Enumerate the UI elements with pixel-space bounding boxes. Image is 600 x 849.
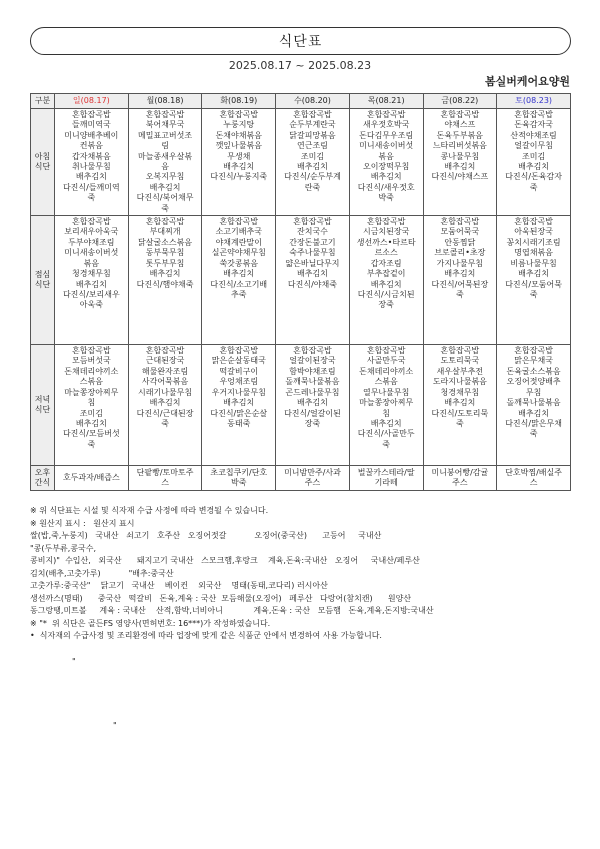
meal-label-line: 점심 bbox=[34, 269, 51, 279]
menu-item: 다진식/새우젓호 bbox=[357, 182, 415, 192]
menu-item: 다진식/보리새우 bbox=[62, 289, 120, 299]
menu-item: 혼합잡곡밥 bbox=[366, 346, 406, 356]
menu-item: 돈육감자국 bbox=[514, 120, 553, 130]
menu-item: 도토리묵국 bbox=[440, 356, 480, 366]
menu-item: 침 bbox=[382, 408, 391, 418]
meal-label-line: 식단 bbox=[34, 405, 51, 415]
menu-item: 순두부계란국 bbox=[289, 120, 336, 130]
menu-item: 맑은무채국 bbox=[514, 356, 553, 366]
menu-item: 북어채무국 bbox=[145, 120, 185, 130]
menu-item: 조미김 bbox=[300, 151, 325, 161]
menu-item: 배추김치 bbox=[149, 398, 181, 408]
menu-item: 다진식/시금치된 bbox=[357, 289, 415, 299]
menu-item: 명엽채볶음 bbox=[514, 248, 553, 258]
menu-cell bbox=[55, 345, 129, 466]
menu-item: 배추김치 bbox=[75, 172, 107, 182]
menu-cell bbox=[128, 345, 202, 466]
meal-label-line: 아침 bbox=[34, 151, 51, 161]
menu-item: 혼합잡곡밥 bbox=[219, 346, 259, 356]
menu-item: 박죽 bbox=[231, 478, 247, 488]
meal-row bbox=[31, 216, 571, 345]
menu-item: 돈다김무우조림 bbox=[359, 130, 414, 140]
menu-item: 장죽 bbox=[304, 418, 321, 428]
menu-item: 혼합잡곡밥 bbox=[72, 346, 111, 356]
menu-item: 청경채무침 bbox=[72, 269, 111, 279]
menu-item: 야채스프 bbox=[444, 120, 476, 130]
menu-item: 가지나물무침 bbox=[436, 258, 484, 268]
menu-item: 혼합잡곡밥 bbox=[366, 110, 406, 119]
note-line: 생선까스(명태) 중국산 떡갈비 돈육,계육 : 국산 모듬해물(오징어) 페루산 다랑어(참치캔) 원양산 bbox=[30, 593, 412, 603]
menu-item: 르소스 bbox=[374, 248, 398, 258]
menu-item: 부대찌개 bbox=[149, 227, 181, 237]
note-line: ※ 원산지 표시 : 원산지 표시 bbox=[30, 518, 135, 528]
menu-item: 장죽 bbox=[378, 300, 394, 310]
menu-item: 음 bbox=[161, 162, 169, 172]
menu-item: 혼합잡곡밥 bbox=[366, 217, 406, 227]
stray-mark: " bbox=[72, 657, 76, 666]
menu-item: 돌깨묵나물볶음 bbox=[285, 377, 340, 387]
date-range: 2025.08.17 ~ 2025.08.23 bbox=[228, 59, 372, 72]
menu-item: 스볶음 bbox=[79, 377, 103, 387]
menu-item: 연근조림 bbox=[297, 141, 328, 151]
meal-label-line: 저녁 bbox=[34, 394, 51, 404]
menu-item: 돈육굴소스볶음 bbox=[506, 366, 561, 376]
menu-item: 숙주나물무침 bbox=[289, 248, 336, 258]
menu-item: 혼합잡곡밥 bbox=[514, 346, 553, 356]
menu-item: 깻잎나물볶음 bbox=[215, 141, 262, 151]
menu-item: 사골만두국 bbox=[366, 356, 406, 366]
menu-item: 호두과자/배즙스 bbox=[62, 472, 120, 482]
meal-label bbox=[31, 216, 55, 345]
menu-item: 혼합잡곡밥 bbox=[440, 346, 480, 356]
menu-item: 죽 bbox=[456, 289, 464, 299]
menu-item: 새우젓호박국 bbox=[362, 120, 410, 130]
menu-item: 배추김치 bbox=[518, 162, 550, 172]
menu-item: 배추김치 bbox=[223, 162, 255, 172]
menu-item: 죽 bbox=[529, 289, 538, 299]
menu-item: 혼합잡곡밥 bbox=[219, 217, 259, 227]
menu-item: 얼갈이된장국 bbox=[289, 356, 336, 366]
menu-item: 배추김치 bbox=[75, 279, 107, 289]
menu-item: 혼합잡곡밥 bbox=[145, 110, 185, 119]
menu-cell bbox=[349, 109, 423, 216]
menu-item: 미니붕어빵/감귤 bbox=[431, 467, 489, 477]
menu-cell bbox=[423, 466, 497, 491]
menu-cell bbox=[349, 466, 423, 491]
meal-row bbox=[31, 345, 571, 466]
menu-item: 혼합잡곡밥 bbox=[514, 110, 553, 119]
note-line: "콩(두부류,콩국수, bbox=[30, 543, 96, 553]
menu-cell bbox=[497, 466, 571, 491]
menu-item: 초코칩쿠키/단호 bbox=[210, 467, 268, 477]
menu-item: 다진식/사골만두 bbox=[357, 429, 415, 439]
menu-item: 다진식/들깨미역 bbox=[62, 182, 120, 192]
menu-item: 기라떼 bbox=[374, 478, 398, 488]
menu-item: 다진식/모듬버섯 bbox=[62, 429, 120, 439]
note-line: 콩비지)" 수입산, 외국산 돼지고기 국내산 스모크햄,후랑크 계육,돈육:국내산 오징어 국내산/페루산 bbox=[30, 556, 420, 565]
menu-item: 다진식/소고기배 bbox=[210, 279, 268, 289]
menu-cell bbox=[423, 345, 497, 466]
menu-item: 볶음 bbox=[83, 258, 100, 268]
menu-item: 닭살굴소스볶음 bbox=[138, 237, 193, 247]
menu-item: 돈채야채볶음 bbox=[215, 130, 262, 140]
day-header: 수(08.20) bbox=[276, 94, 350, 109]
menu-item: 란죽 bbox=[304, 182, 321, 192]
menu-item: 배추김치 bbox=[444, 398, 476, 408]
menu-item: 얇은바닐다무지 bbox=[285, 258, 340, 268]
menu-item: 혼합잡곡밥 bbox=[293, 346, 332, 356]
note-line: 동그랑땡,미트볼 계육 : 국내산 산적,함박,너비아니 계육,돈육 : 국산 모듬햄 돈육,계육,돈지방:국내산 bbox=[30, 606, 434, 615]
menu-item: 죽 bbox=[87, 439, 96, 449]
menu-item: 오복지무침 bbox=[145, 172, 185, 182]
menu-cell bbox=[276, 216, 350, 345]
note-line: 김치(배추,고춧가루) "배추:중국산 bbox=[30, 568, 174, 578]
menu-cell bbox=[202, 109, 276, 216]
menu-item: 마늘쫑장아찌무 bbox=[64, 387, 119, 397]
menu-item: 새우살부추전 bbox=[436, 366, 484, 376]
facility-name: 봄실버케어요양원 bbox=[484, 75, 570, 88]
menu-item: 스볶음 bbox=[374, 377, 398, 387]
menu-cell bbox=[423, 216, 497, 345]
menu-item: 주스 bbox=[452, 478, 468, 488]
menu-item: 돈육두부볶음 bbox=[436, 130, 484, 140]
menu-item: 함박야채조림 bbox=[289, 366, 336, 376]
meal-label bbox=[31, 109, 55, 216]
menu-item: 느타리버섯볶음 bbox=[432, 141, 487, 151]
menu-item: 동태죽 bbox=[227, 418, 251, 428]
menu-item: 브로콜리•초장 bbox=[434, 248, 486, 258]
menu-item: 배추김치 bbox=[297, 269, 328, 279]
menu-item: 죽 bbox=[382, 439, 391, 449]
menu-item: 모듬버섯국 bbox=[72, 356, 111, 366]
menu-item: 해물완자조림 bbox=[141, 366, 189, 376]
menu-item: 단팥빵/토마토주 bbox=[136, 467, 194, 477]
menu-item: 조미김 bbox=[79, 408, 103, 418]
menu-item: 배추김치 bbox=[444, 269, 476, 279]
menu-item: 메밀표고버섯조 bbox=[138, 130, 193, 140]
menu-item: 동부묵무침 bbox=[145, 248, 185, 258]
menu-item: 배추김치 bbox=[297, 162, 328, 172]
menu-item: 오이장떡무침 bbox=[362, 162, 410, 172]
notes-section bbox=[30, 505, 575, 643]
menu-item: 미니밤만주/사과 bbox=[284, 467, 341, 477]
stray-mark: " bbox=[113, 721, 117, 730]
menu-item: 간장돈불고기 bbox=[289, 237, 336, 247]
menu-cell bbox=[349, 345, 423, 466]
menu-item: 맑은순살동태국 bbox=[211, 356, 266, 366]
menu-item: 취나물무침 bbox=[72, 162, 111, 172]
menu-cell bbox=[423, 109, 497, 216]
menu-item: 침 bbox=[87, 398, 96, 408]
menu-item: 미니새송이버섯 bbox=[64, 248, 119, 258]
menu-item: 사각어묵볶음 bbox=[141, 377, 189, 387]
menu-cell bbox=[276, 466, 350, 491]
menu-item: 모둠어묵국 bbox=[440, 227, 480, 237]
menu-item: 열무나물무침 bbox=[362, 387, 410, 397]
menu-item: 생선까스•타르타 bbox=[356, 237, 416, 247]
meal-label bbox=[31, 466, 55, 491]
menu-item: 얼갈이무침 bbox=[514, 141, 553, 151]
menu-item: 아욱죽 bbox=[79, 300, 103, 310]
note-line: 쌀(밥,죽,누룽지) 국내산 쇠고기 호주산 오징어젓갈 오징어(중국산) 고등어 국내산 bbox=[30, 531, 382, 540]
day-header: 목(08.21) bbox=[349, 94, 423, 109]
menu-item: 다진식/도토리묵 bbox=[431, 408, 489, 418]
menu-item: 떡갈비구이 bbox=[219, 366, 259, 376]
menu-cell bbox=[497, 109, 571, 216]
menu-item: 돈채데리야끼소 bbox=[359, 366, 414, 376]
menu-item: 조미김 bbox=[522, 151, 546, 161]
menu-item: 배추김치 bbox=[370, 172, 402, 182]
menu-item: 스 bbox=[529, 478, 538, 488]
menu-item: 누룽지탕 bbox=[223, 120, 255, 130]
menu-item: 혼합잡곡밥 bbox=[72, 110, 111, 119]
menu-item: 마늘종새우살볶 bbox=[138, 151, 193, 161]
menu-item: 배추김치 bbox=[518, 408, 550, 418]
menu-item: 시금치된장국 bbox=[362, 227, 410, 237]
menu-item: 죽 bbox=[456, 418, 464, 428]
menu-item: 단호박찜/배실주 bbox=[505, 467, 562, 477]
meal-label-line: 식단 bbox=[34, 162, 51, 172]
menu-item: 청경채무침 bbox=[440, 387, 480, 397]
menu-item: 다진식/얼갈이된 bbox=[284, 408, 341, 418]
menu-item: 혼합잡곡밥 bbox=[219, 110, 259, 119]
day-header: 일(08.17) bbox=[55, 94, 129, 109]
menu-item: 배추김치 bbox=[370, 279, 402, 289]
menu-cell bbox=[276, 345, 350, 466]
menu-item: 배추김치 bbox=[297, 398, 328, 408]
menu-item: 소고기배추국 bbox=[215, 227, 262, 237]
menu-item: 죽 bbox=[529, 429, 538, 439]
menu-item: 혼합잡곡밥 bbox=[440, 110, 480, 119]
menu-item: 다진식/야채스프 bbox=[431, 172, 489, 182]
menu-item: 혼합잡곡밥 bbox=[145, 217, 185, 227]
menu-cell bbox=[55, 466, 129, 491]
menu-item: 콩나물무침 bbox=[440, 151, 480, 161]
menu-item: 주스 bbox=[304, 478, 321, 488]
meal-row bbox=[31, 466, 571, 491]
menu-item: 죽 bbox=[161, 203, 169, 213]
menu-cell bbox=[128, 216, 202, 345]
menu-item: 다진식/모둠어묵 bbox=[505, 279, 562, 289]
menu-item: 다진식/어묵된장 bbox=[431, 279, 489, 289]
menu-item: 배추김치 bbox=[370, 418, 402, 428]
menu-cell bbox=[55, 109, 129, 216]
menu-cell bbox=[128, 466, 202, 491]
menu-item: 스 bbox=[161, 478, 169, 488]
menu-item: 도라지나물볶음 bbox=[432, 377, 487, 387]
menu-cell bbox=[276, 109, 350, 216]
meal-label bbox=[31, 345, 55, 466]
meal-row bbox=[31, 109, 571, 216]
menu-item: 오징어젓양배추 bbox=[506, 377, 561, 387]
menu-item: 실곤약야채무침 bbox=[211, 248, 266, 258]
menu-item: 죽 bbox=[529, 182, 538, 192]
menu-item: 다진식/야채죽 bbox=[287, 279, 337, 289]
menu-item: 죽 bbox=[161, 418, 169, 428]
menu-item: 무생채 bbox=[227, 151, 251, 161]
note-line: 고춧가루:중국산" 닭고기 국내산 베이컨 외국산 명태(동태,코다리) 러시아산 bbox=[30, 581, 328, 590]
page-title: 식단표 bbox=[278, 34, 323, 50]
note-line: ※ "* 위 식단은 골든FS 영양사(면허번호: 16***)가 작성하였습니다. bbox=[30, 618, 271, 628]
meal-label-line: 간식 bbox=[34, 478, 51, 488]
menu-item: 혼합잡곡밥 bbox=[72, 217, 111, 227]
menu-item: 벌꿀카스테라/딸 bbox=[357, 467, 415, 477]
menu-item: 비름나물무침 bbox=[510, 258, 557, 268]
menu-item: 쑥갓콩볶음 bbox=[219, 258, 259, 268]
menu-item: 안동찜닭 bbox=[444, 237, 476, 247]
day-header: 월(08.18) bbox=[128, 94, 202, 109]
menu-cell bbox=[497, 345, 571, 466]
meal-label-line: 오후 bbox=[34, 467, 51, 477]
meal-label-line: 식단 bbox=[34, 280, 51, 290]
menu-cell bbox=[55, 216, 129, 345]
menu-item: 미니양배추베이 bbox=[64, 130, 119, 140]
menu-item: 배추김치 bbox=[518, 269, 550, 279]
menu-item: 우거지나물무침 bbox=[211, 387, 266, 397]
menu-item: 산적야채조림 bbox=[510, 130, 557, 140]
menu-item: 무침 bbox=[525, 387, 542, 397]
menu-item: 혼합잡곡밥 bbox=[145, 346, 185, 356]
menu-item: 잔치국수 bbox=[297, 227, 328, 237]
header-row bbox=[31, 94, 571, 109]
menu-item: 아욱된장국 bbox=[514, 227, 553, 237]
menu-item: 다진식/돈육감자 bbox=[505, 172, 562, 182]
header-label: 구분 bbox=[31, 94, 55, 109]
menu-item: 꽁치시래기조림 bbox=[506, 237, 561, 247]
page-title-box bbox=[30, 27, 571, 55]
menu-item: 들깨미역국 bbox=[72, 120, 111, 130]
menu-item: 컨볶음 bbox=[79, 141, 103, 151]
menu-item: 다진식/맑은순살 bbox=[210, 408, 268, 418]
menu-item: 마늘쫑장아찌무 bbox=[359, 398, 414, 408]
menu-item: 시래기나물무침 bbox=[138, 387, 193, 397]
menu-item: 다진식/맑은무채 bbox=[505, 418, 562, 428]
menu-item: 곤드레나물무침 bbox=[285, 387, 340, 397]
menu-item: 혼합잡곡밥 bbox=[440, 217, 480, 227]
menu-item: 혼합잡곡밥 bbox=[293, 217, 332, 227]
menu-item: 추죽 bbox=[231, 289, 247, 299]
menu-item: 돌깨묵나물볶음 bbox=[506, 398, 561, 408]
menu-item: 미니새송이버섯 bbox=[359, 141, 414, 151]
menu-cell bbox=[202, 345, 276, 466]
menu-item: 돈채데리야끼소 bbox=[64, 366, 119, 376]
menu-item: 다진식/근대된장 bbox=[136, 408, 194, 418]
menu-item: 근대된장국 bbox=[145, 356, 185, 366]
menu-item: 다진식/북어채무 bbox=[136, 193, 194, 203]
menu-item: 박죽 bbox=[378, 193, 394, 203]
day-header: 토(08.23) bbox=[497, 94, 571, 109]
menu-item: 닭갈피망볶음 bbox=[289, 130, 336, 140]
menu-cell bbox=[202, 466, 276, 491]
menu-table bbox=[30, 93, 571, 491]
menu-item: 다진식/순두부계 bbox=[284, 172, 341, 182]
menu-item: 보리새우아욱국 bbox=[64, 227, 119, 237]
menu-item: 배추김치 bbox=[149, 182, 181, 192]
menu-item: 톳두부무침 bbox=[145, 258, 185, 268]
menu-item: 배추김치 bbox=[223, 398, 255, 408]
menu-cell bbox=[349, 216, 423, 345]
day-header: 금(08.22) bbox=[423, 94, 497, 109]
menu-item: 두부야채조림 bbox=[68, 237, 115, 247]
day-header: 화(08.19) bbox=[202, 94, 276, 109]
menu-item: 갑자조림 bbox=[370, 258, 402, 268]
menu-item: 다진식/햄야채죽 bbox=[136, 279, 194, 289]
menu-item: 혼합잡곡밥 bbox=[293, 110, 332, 119]
menu-cell bbox=[128, 109, 202, 216]
menu-item: 야채계란말이 bbox=[215, 237, 262, 247]
menu-item: 볶음 bbox=[378, 151, 394, 161]
menu-item: 우엉채조림 bbox=[219, 377, 259, 387]
note-line: • 식자재의 수급사정 및 조리환경에 따라 업장에 맞게 같은 식품군 안에서 변경하여 사용 가능합니다. bbox=[30, 631, 382, 640]
note-line: ※ 위 식단표는 시설 및 식자재 수급 사정에 따라 변경될 수 있습니다. bbox=[30, 506, 269, 515]
menu-item: 배추김치 bbox=[444, 162, 476, 172]
menu-item: 부추잡겉이 bbox=[366, 269, 406, 279]
menu-item: 배추김치 bbox=[149, 269, 181, 279]
menu-item: 혼합잡곡밥 bbox=[514, 217, 553, 227]
menu-item: 죽 bbox=[87, 193, 96, 203]
menu-item: 림 bbox=[161, 141, 169, 151]
menu-item: 배추김치 bbox=[75, 418, 107, 428]
menu-cell bbox=[202, 216, 276, 345]
menu-item: 다진식/누룽지죽 bbox=[210, 172, 268, 182]
menu-item: 갑자채볶음 bbox=[72, 151, 111, 161]
menu-cell bbox=[497, 216, 571, 345]
menu-item: 배추김치 bbox=[223, 269, 255, 279]
